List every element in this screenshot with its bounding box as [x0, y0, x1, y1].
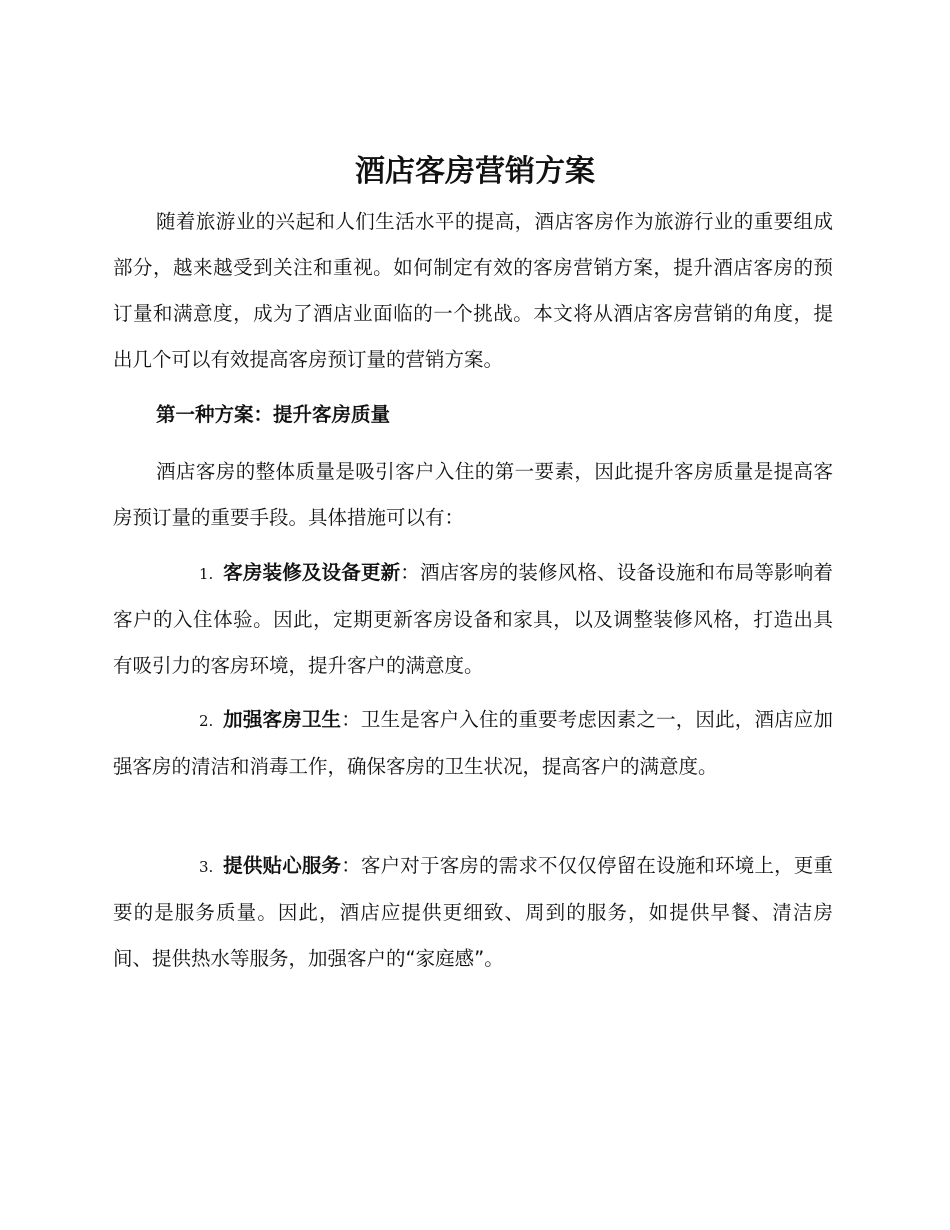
list-item-number: 1. — [199, 565, 214, 583]
list-item — [113, 697, 833, 790]
list-item-body: ：酒店客房的装修风格、设备设施和布局等影响着客户的入住体验。因此，定期更新客房设备和家具，以及调整装修风格，打造出具有吸引力的客房环境，提升客户的满意度。 — [113, 561, 833, 677]
list-item-number: 3. — [199, 858, 214, 876]
list-item-body: ：客户对于客房的需求不仅仅停留在设施和环境上，更重要的是服务质量。因此，酒店应提供更细致、周到的服务，如提供早餐、清洁房间、提供热水等服务，加强客户的“家庭感”。 — [113, 854, 833, 970]
document-title: 酒店客房营销方案 — [355, 154, 595, 189]
list-item — [113, 843, 833, 982]
list-item-title: 客房装修及设备更新 — [223, 561, 401, 584]
section-heading: 第一种方案：提升客房质量 — [156, 403, 391, 426]
section-intro-paragraph: 酒店客房的整体质量是吸引客户入住的第一要素，因此提升客房质量是提高客房预订量的重要手段。具体措施可以有： — [113, 460, 833, 529]
list-item-title: 加强客房卫生 — [223, 708, 342, 731]
intro-paragraph: 随着旅游业的兴起和人们生活水平的提高，酒店客房作为旅游行业的重要组成部分，越来越受到关注和重视。如何制定有效的客房营销方案，提升酒店客房的预订量和满意度，成为了酒店业面临的一个挑战。本文将从酒店客房营销的角度，提出几个可以有效提高客房预订量的营销方案。 — [113, 210, 833, 371]
list-item-number: 2. — [199, 712, 214, 730]
list-item — [113, 550, 833, 689]
list-item-title: 提供贴心服务 — [223, 854, 342, 877]
list-item-body: ：卫生是客户入住的重要考虑因素之一，因此，酒店应加强客房的清洁和消毒工作，确保客房的卫生状况，提高客户的满意度。 — [113, 708, 833, 778]
